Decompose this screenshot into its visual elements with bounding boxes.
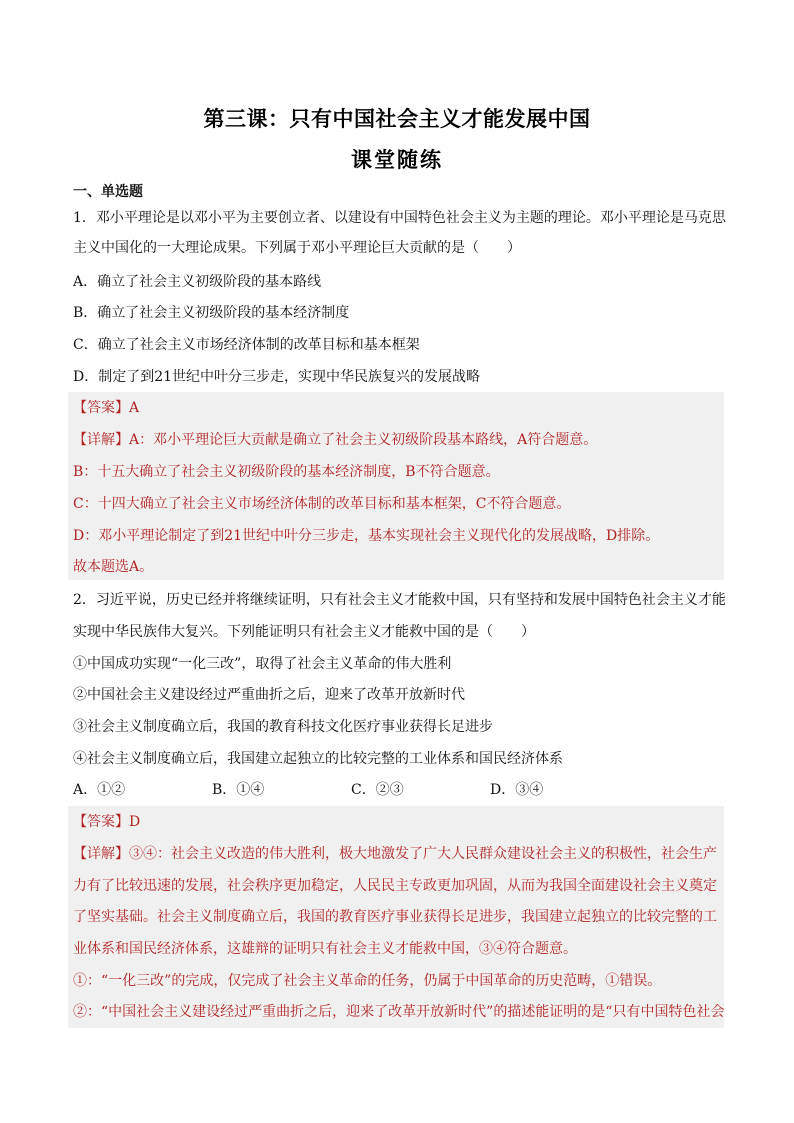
q2-item-1: ①中国成功实现“一化三改”，取得了社会主义革命的伟大胜利 (73, 656, 452, 672)
q2-detail-line-4: 业体系和国民经济体系，这雄辩的证明只有社会主义才能救中国，③④符合题意。 (73, 941, 577, 957)
q1-option-a: A．确立了社会主义初级阶段的基本路线 (73, 274, 322, 290)
page-subtitle: 课堂随练 (351, 147, 443, 172)
q1-option-c: C．确立了社会主义市场经济体制的改革目标和基本框架 (73, 337, 420, 353)
q2-item-4: ④社会主义制度确立后，我国建立起独立的比较完整的工业体系和国民经济体系 (73, 751, 563, 767)
q2-option-b: B．①④ (212, 782, 265, 798)
q1-stem-line-2: 主义中国化的一大理论成果。下列属于邓小平理论巨大贡献的是（ ） (73, 240, 521, 256)
q1-detail-line-5: 故本题选A。 (73, 559, 154, 575)
q2-detail-line-2: 力有了比较迅速的发展，社会秩序更加稳定，人民民主专政更加巩固，从而为我国全面建设社会主义奠定 (73, 878, 717, 894)
q2-item-3: ③社会主义制度确立后，我国的教育科技文化医疗事业获得长足进步 (73, 719, 493, 735)
page-title: 第三课：只有中国社会主义才能发展中国 (203, 106, 591, 131)
q2-detail-line-5: ①：“一化三改”的完成，仅完成了社会主义革命的任务，仍属于中国革命的历史范畴，①错误。 (73, 973, 662, 989)
q2-answer: 【答案】D (73, 814, 141, 830)
q2-options-row (73, 780, 728, 800)
q2-detail-line-3: 了坚实基础。社会主义制度确立后，我国的教育医疗事业获得长足进步，我国建立起独立的比较完整的工 (73, 909, 717, 925)
q2-option-d: D．③④ (490, 782, 544, 798)
q1-answer: 【答案】A (73, 400, 140, 416)
q2-detail-line-6: ②：“中国社会主义建设经过严重曲折之后，迎来了改革开放新时代”的描述能证明的是“只有中国特色社会 (73, 1004, 725, 1020)
q1-detail-line-4: D：邓小平理论制定了到21世纪中叶分三步走，基本实现社会主义现代化的发展战略，D排除。 (73, 528, 660, 544)
section-heading: 一、单选题 (73, 184, 143, 200)
q1-detail-line-3: C：十四大确立了社会主义市场经济体制的改革目标和基本框架，C不符合题意。 (73, 496, 571, 512)
q1-option-b: B．确立了社会主义初级阶段的基本经济制度 (73, 305, 350, 321)
q2-stem-line-1: 2．习近平说，历史已经并将继续证明，只有社会主义才能救中国，只有坚持和发展中国特色社会主义才能 (73, 592, 726, 608)
q2-stem-line-2: 实现中华民族伟大复兴。下列能证明只有社会主义才能救中国的是（ ） (73, 624, 535, 640)
q1-stem-line-1: 1．邓小平理论是以邓小平为主要创立者、以建设有中国特色社会主义为主题的理论。邓小平理论是马克思 (73, 210, 726, 226)
q2-option-c: C．②③ (351, 782, 404, 798)
q1-detail-line-1: 【详解】A：邓小平理论巨大贡献是确立了社会主义初级阶段基本路线，A符合题意。 (73, 432, 598, 448)
q1-detail-line-2: B：十五大确立了社会主义初级阶段的基本经济制度，B不符合题意。 (73, 464, 500, 480)
q2-option-a: A．①② (73, 782, 126, 798)
q1-answer-block (68, 392, 724, 580)
q2-detail-line-1: 【详解】③④：社会主义改造的伟大胜利，极大地激发了广大人民群众建设社会主义的积极性，社会生产 (73, 846, 717, 862)
q2-item-2: ②中国社会主义建设经过严重曲折之后，迎来了改革开放新时代 (73, 687, 465, 703)
q1-option-d: D．制定了到21世纪中叶分三步走，实现中华民族复兴的发展战略 (73, 369, 481, 385)
